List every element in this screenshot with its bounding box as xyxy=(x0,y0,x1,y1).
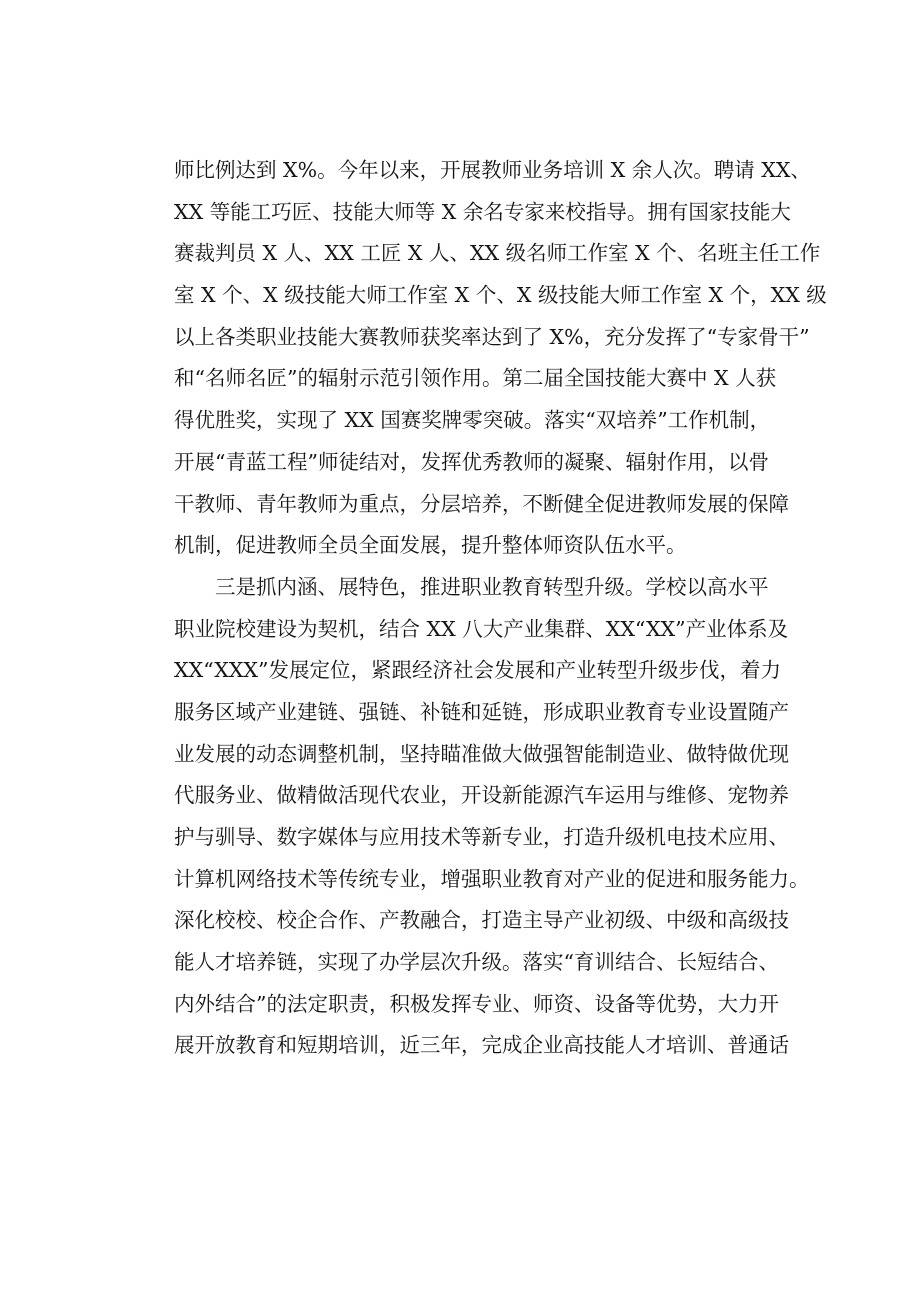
paragraph-2-line-12: 展开放教育和短期培训，近三年，完成企业高技能人才培训、普通话 xyxy=(174,1033,789,1058)
paragraph-2-line-3: XX“XXX”发展定位，紧跟经济社会发展和产业转型升级步伐，着力 xyxy=(174,658,782,683)
paragraph-1-line-9: 干教师、青年教师为重点，分层培养，不断健全促进教师发展的保障 xyxy=(174,491,789,516)
paragraph-2-line-5: 业发展的动态调整机制，坚持瞄准做大做强智能制造业、做特做优现 xyxy=(174,741,789,766)
paragraph-1-line-2: XX 等能工巧匠、技能大师等 X 余名专家来校指导。拥有国家技能大 xyxy=(174,199,791,224)
paragraph-2-line-11: 内外结合”的法定职责，积极发挥专业、师资、设备等优势，大力开 xyxy=(174,991,779,1016)
paragraph-1-line-5: 以上各类职业技能大赛教师获奖率达到了 X%，充分发挥了“专家骨干” xyxy=(174,324,810,349)
paragraph-2-line-2: 职业院校建设为契机，结合 XX 八大产业集群、XX“XX”产业体系及 xyxy=(174,616,789,641)
paragraph-1-line-8: 开展“青蓝工程”师徒结对，发挥优秀教师的凝聚、辐射作用，以骨 xyxy=(174,449,769,474)
paragraph-2-line-9: 深化校校、校企合作、产教融合，打造主导产业初级、中级和高级技 xyxy=(174,908,789,933)
paragraph-2-line-1: 三是抓内涵、展特色，推进职业教育转型升级。学校以高水平 xyxy=(215,574,769,599)
paragraph-2-line-6: 代服务业、做精做活现代农业，开设新能源汽车运用与维修、宠物养 xyxy=(174,783,789,808)
paragraph-1-line-4: 室 X 个、X 级技能大师工作室 X 个、X 级技能大师工作室 X 个，XX 级 xyxy=(174,283,827,308)
paragraph-2-line-7: 护与驯导、数字媒体与应用技术等新专业，打造升级机电技术应用、 xyxy=(174,825,789,849)
document-body xyxy=(174,150,827,1067)
paragraph-1-line-7: 得优胜奖，实现了 XX 国赛奖牌零突破。落实“双培养”工作机制， xyxy=(174,408,771,433)
paragraph-2-line-4: 服务区域产业建链、强链、补链和延链，形成职业教育专业设置随产 xyxy=(174,699,789,724)
paragraph-1-line-3: 赛裁判员 X 人、XX 工匠 X 人、XX 级名师工作室 X 个、名班主任工作 xyxy=(174,241,821,266)
paragraph-1-line-1: 师比例达到 X%。今年以来，开展教师业务培训 X 余人次。聘请 XX、 xyxy=(174,158,811,182)
paragraph-2-line-10: 能人才培养链，实现了办学层次升级。落实“育训结合、长短结合、 xyxy=(174,950,779,975)
paragraph-1-line-10: 机制，促进教师全员全面发展，提升整体师资队伍水平。 xyxy=(174,533,687,558)
paragraph-2-line-8: 计算机网络技术等传统专业，增强职业教育对产业的促进和服务能力。 xyxy=(174,866,810,891)
paragraph-1-line-6: 和“名师名匠”的辐射示范引领作用。第二届全国技能大赛中 X 人获 xyxy=(174,366,777,391)
